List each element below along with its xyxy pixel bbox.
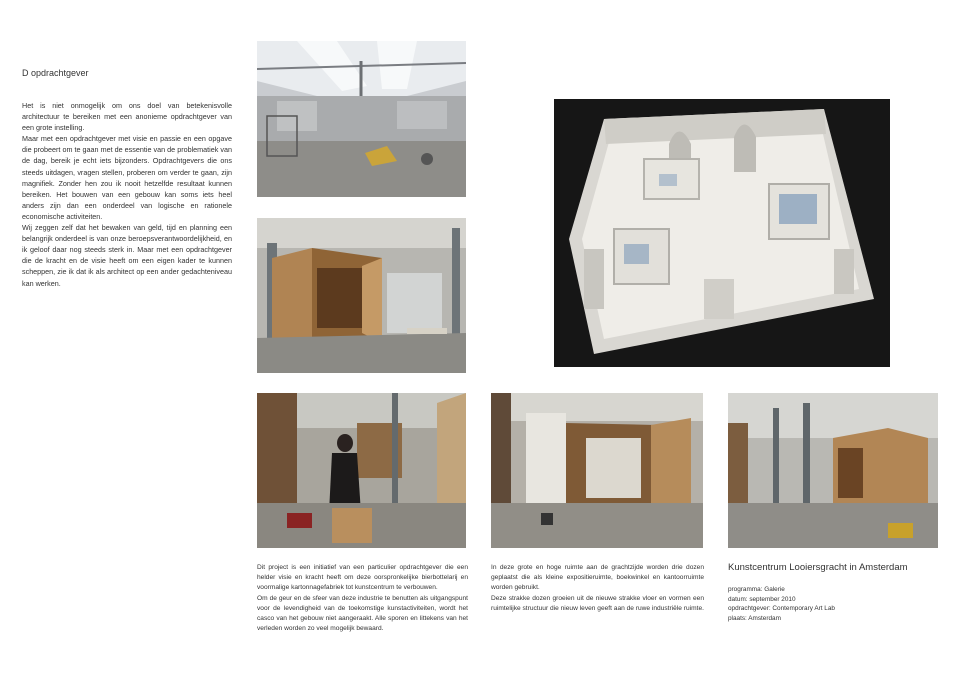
caption-1-paragraph-2: Om de geur en de sfeer van deze industrie te benutten als uitgangspunt voor de levendigheid van de toekomstige kunstactiviteiten, wordt het casco van het gebouw niet aangeraakt. Alle sporen en littekens van het verleden worden zo veel mogelijk bewaard.: [257, 594, 468, 633]
meta-plaats: plaats: Amsterdam: [728, 614, 781, 622]
photo-box-in-hall: [728, 393, 938, 548]
photo-workspace-person: [257, 393, 466, 548]
photo-wooden-box: [257, 218, 466, 373]
caption-1-paragraph-1: Dit project is een initiatief van een particulier opdrachtgever die een helder visie en kracht heeft om deze oorspronkelijke bierbottelarij en voormalige kartonnagefabriek tot kunstcentrum te verbouwen.: [257, 564, 468, 592]
photo-open-box: [491, 393, 703, 548]
caption-project-intro: [257, 563, 468, 634]
caption-2-paragraph-2: Deze strakke dozen groeien uit de nieuwe strakke vloer en vormen een ruimtelijke structuur die nieuw leven geeft aan de ruwe industriële ruimte.: [491, 594, 704, 612]
project-meta: [728, 585, 835, 623]
main-paragraph-3: Wij zeggen zelf dat het bewaken van geld, tijd en planning een belangrijk onderdeel is van onze beroepsverantwoordelijkheid, en ik geloof daar nog steeds sterk in. Maar met een opdrachtgever die de kracht en de visie heeft om een eigen kader te kunnen scheppen, zie ik dat ik als architect op een ander gedachteniveau kan werken.: [22, 223, 232, 288]
section-title: D opdrachtgever: [22, 68, 89, 78]
photo-architectural-model: [554, 99, 890, 367]
main-paragraph-2: Maar met een opdrachtgever met visie en passie en een opgave die probeert om te gaan met de essentie van de problematiek van de dag, bereik je echt iets bijzonders. Opdrachtgevers die ons steeds uitdagen, vragen stellen, proberen om verder te gaan, zijn magnifiek. Zonder hen zou ik nooit hetzelfde resultaat kunnen bereiken. Het bouwen van een gebouw kan soms iets heel anders zijn dan een onderdeel van logische en rationele economische activiteiten.: [22, 134, 232, 221]
caption-2-paragraph-1: In deze grote en hoge ruimte aan de grachtzijde worden drie dozen geplaatst die als kleine expositieruimte, boekwinkel en kantoorruimte worden gebruikt.: [491, 564, 704, 592]
main-paragraph-1: Het is niet onmogelijk om ons doel van betekenisvolle architectuur te bereiken met een anonieme opdrachtgever van een grote instelling.: [22, 101, 232, 133]
meta-programma: programma: Galerie: [728, 586, 785, 593]
meta-opdrachtgever: opdrachtgever: Contemporary Art Lab: [728, 605, 835, 613]
caption-boxes: [491, 563, 704, 614]
meta-datum: datum: september 2010: [728, 595, 796, 603]
main-text: [22, 100, 232, 289]
project-title: Kunstcentrum Looiersgracht in Amsterdam: [728, 562, 908, 573]
photo-warehouse-skylights: [257, 41, 466, 197]
